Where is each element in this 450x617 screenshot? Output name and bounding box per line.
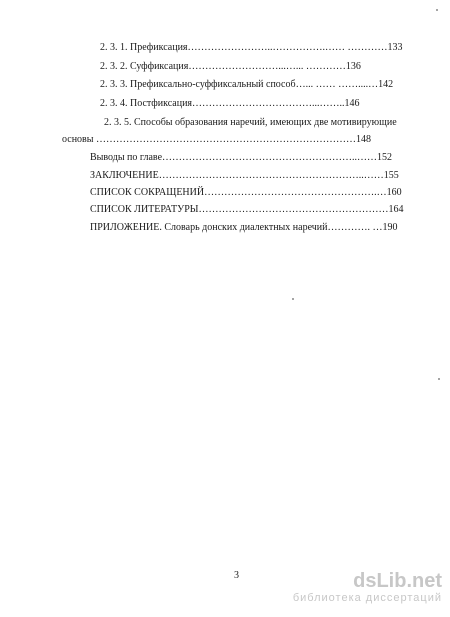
toc-entry-prefix-suffix-method: 2. 3. 3. Префиксально-суффиксальный способ…... …… ……....…142 <box>100 79 394 90</box>
watermark <box>293 570 442 605</box>
toc-entry-two-bases-line2: основы ……………………………………………………………………148 <box>62 134 371 145</box>
scan-speck <box>292 298 294 300</box>
page-number: 3 <box>234 570 239 581</box>
toc-entry-prefixation: 2. 3. 1. Префиксация……………………..…………….…… …………133 <box>100 42 403 53</box>
toc-entry-two-bases-line1: 2. 3. 5. Способы образования наречий, имеющих две мотивирующие <box>104 117 397 128</box>
toc-entry-chapter-conclusions: Выводы по главе…………………………………………………..……152 <box>90 152 393 163</box>
toc-entry-references: СПИСОК ЛИТЕРАТУРЫ…………………………………………………164 <box>90 204 404 215</box>
toc-entry-appendix: ПРИЛОЖЕНИЕ. Словарь донских диалектных наречий…………. …190 <box>90 222 398 233</box>
watermark-subtitle: библиотека диссертаций <box>292 592 442 604</box>
toc-entry-abbreviations: СПИСОК СОКРАЩЕНИЙ…………………………………………….…160 <box>90 187 402 198</box>
watermark-logo: dsLib.net <box>353 570 442 592</box>
scan-speck <box>436 9 438 11</box>
scan-speck <box>438 378 440 380</box>
toc-entry-postfixation: 2. 3. 4. Постфиксация………………………………...……..146 <box>100 98 360 109</box>
toc-entry-conclusion: ЗАКЛЮЧЕНИЕ……………………………………………………..……155 <box>90 170 399 181</box>
toc-entry-suffixation: 2. 3. 2. Суффиксация………………………...…... …………136 <box>100 61 361 72</box>
